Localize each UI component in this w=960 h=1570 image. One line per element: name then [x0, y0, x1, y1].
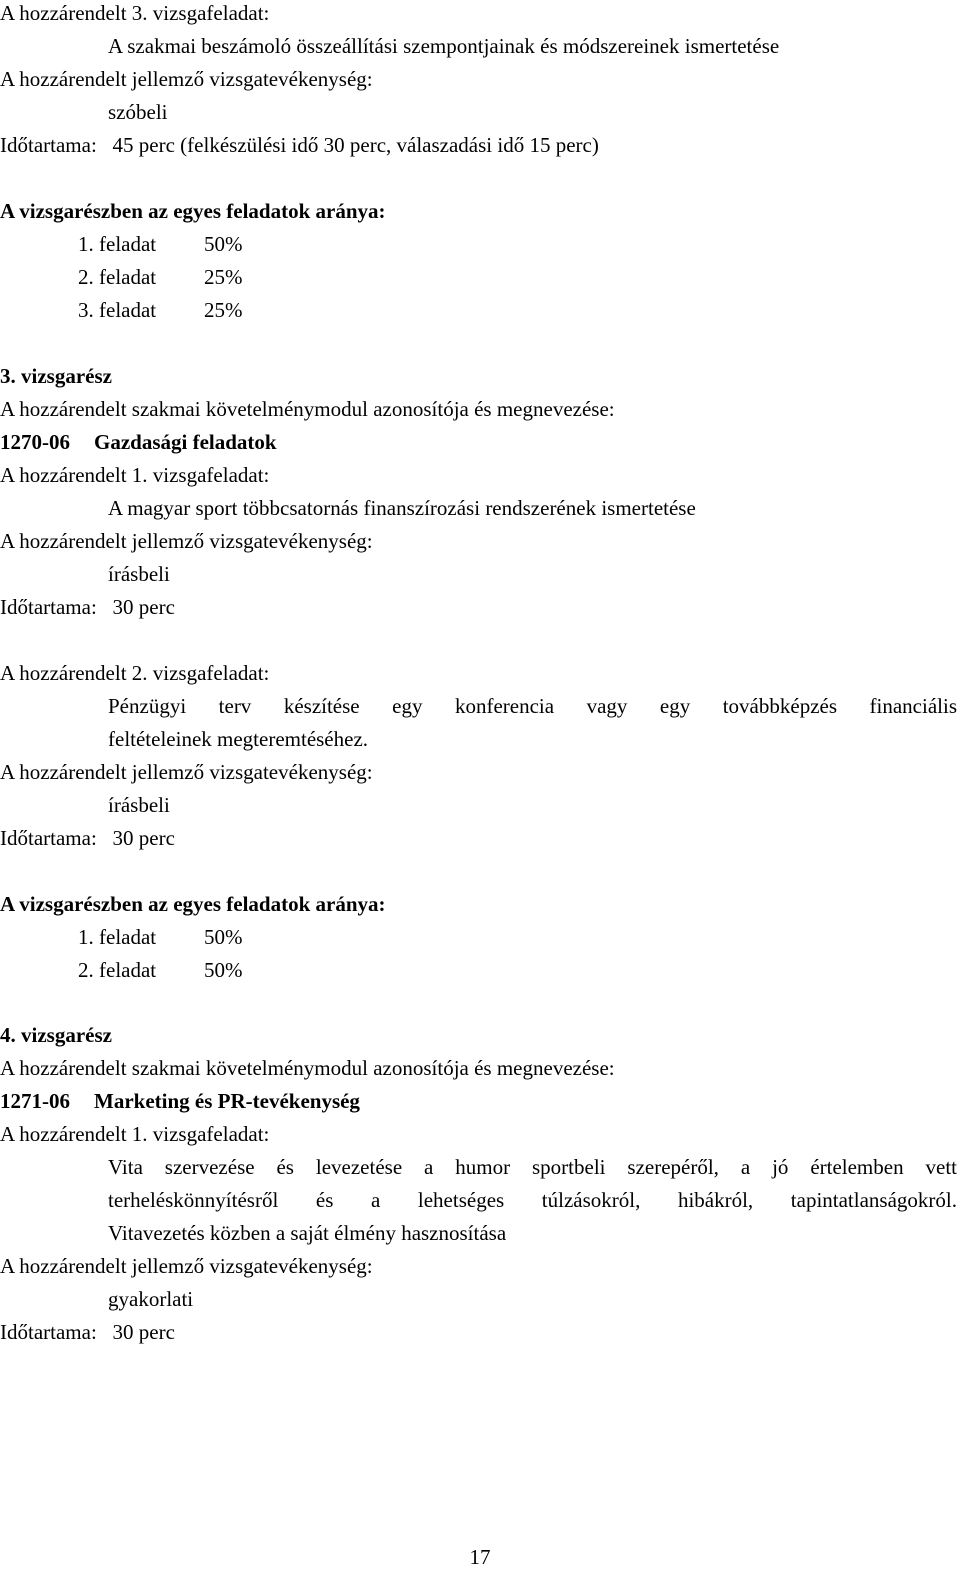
duration-label: Időtartama: — [0, 133, 97, 157]
part3-heading: 3. vizsgarész — [0, 364, 112, 388]
part3-task1-title: A magyar sport többcsatornás finanszírozási rendszerének ismertetése — [108, 496, 696, 520]
ratio-row — [78, 957, 278, 983]
ratio-task: 3. feladat — [78, 298, 157, 322]
ratio-percent: 25% — [204, 298, 243, 322]
part3-task1-header: A hozzárendelt 1. vizsgafeladat: — [0, 463, 270, 487]
ratio-percent: 50% — [204, 925, 243, 949]
duration-label: Időtartama: — [0, 826, 97, 850]
ratio-task: 1. feladat — [78, 925, 157, 949]
part3-ratio-heading: A vizsgarészben az egyes feladatok aránya: — [0, 892, 386, 916]
part3-task2-duration — [0, 825, 175, 851]
part3-task2-title-line1: Pénzügyi terv készítése egy konferencia vagy egy továbbképzés financiális — [108, 694, 957, 718]
activity-value: szóbeli — [108, 100, 168, 124]
duration-value: 30 perc — [112, 826, 175, 850]
duration-value: 30 perc — [112, 1320, 175, 1344]
module-code: 1270-06 — [0, 430, 70, 454]
ratio-percent: 25% — [204, 265, 243, 289]
part4-task1-title-line3: Vitavezetés közben a saját élmény hasznosítása — [108, 1221, 507, 1245]
ratio-row — [78, 297, 278, 323]
duration-label: Időtartama: — [0, 1320, 97, 1344]
part4-task1-activity-value: gyakorlati — [108, 1287, 194, 1311]
ratio-task: 2. feladat — [78, 958, 157, 982]
module-name: Gazdasági feladatok — [94, 430, 277, 454]
module-code: 1271-06 — [0, 1089, 70, 1113]
part3-module-label: A hozzárendelt szakmai követelménymodul azonosítója és megnevezése: — [0, 397, 615, 421]
ratio-percent: 50% — [204, 958, 243, 982]
part3-task1-activity-value: írásbeli — [108, 562, 170, 586]
part3-task2-activity-label: A hozzárendelt jellemző vizsgatevékenység: — [0, 760, 373, 784]
part4-task1-header: A hozzárendelt 1. vizsgafeladat: — [0, 1122, 270, 1146]
part4-module-label: A hozzárendelt szakmai követelménymodul azonosítója és megnevezése: — [0, 1056, 615, 1080]
ratio-heading: A vizsgarészben az egyes feladatok aránya: — [0, 199, 386, 223]
ratio-task: 2. feladat — [78, 265, 157, 289]
page-number: 17 — [469, 1545, 491, 1569]
ratio-percent: 50% — [204, 232, 243, 256]
ratio-task: 1. feladat — [78, 232, 157, 256]
ratio-row — [78, 924, 278, 950]
ratio-row — [78, 231, 278, 257]
duration-value: 30 perc — [112, 595, 175, 619]
duration-value: 45 perc (felkészülési idő 30 perc, válaszadási idő 15 perc) — [112, 133, 599, 157]
part4-task1-title-line1: Vita szervezése és levezetése a humor sportbeli szerepéről, a jó értelemben vett — [108, 1155, 957, 1179]
part4-task1-title-line2: terheléskönnyítésről és a lehetséges túlzásokról, hibákról, tapintatlanságokról. — [108, 1188, 957, 1212]
part3-module — [0, 429, 277, 455]
part4-task1-activity-label: A hozzárendelt jellemző vizsgatevékenység: — [0, 1254, 373, 1278]
module-name: Marketing és PR-tevékenység — [94, 1089, 360, 1113]
part4-task1-duration — [0, 1319, 175, 1345]
part4-module — [0, 1088, 360, 1114]
part3-task1-activity-label: A hozzárendelt jellemző vizsgatevékenység: — [0, 529, 373, 553]
part3-task2-header: A hozzárendelt 2. vizsgafeladat: — [0, 661, 270, 685]
duration-label: Időtartama: — [0, 595, 97, 619]
part3-task2-title-line2: feltételeinek megteremtéséhez. — [108, 727, 369, 751]
activity-label: A hozzárendelt jellemző vizsgatevékenység: — [0, 67, 373, 91]
duration-row — [0, 132, 599, 158]
ratio-row — [78, 264, 278, 290]
part3-task2-activity-value: írásbeli — [108, 793, 170, 817]
task-header: A hozzárendelt 3. vizsgafeladat: — [0, 1, 270, 25]
task-title: A szakmai beszámoló összeállítási szempontjainak és módszereinek ismertetése — [108, 34, 780, 58]
part3-task1-duration — [0, 594, 175, 620]
part4-heading: 4. vizsgarész — [0, 1023, 112, 1047]
